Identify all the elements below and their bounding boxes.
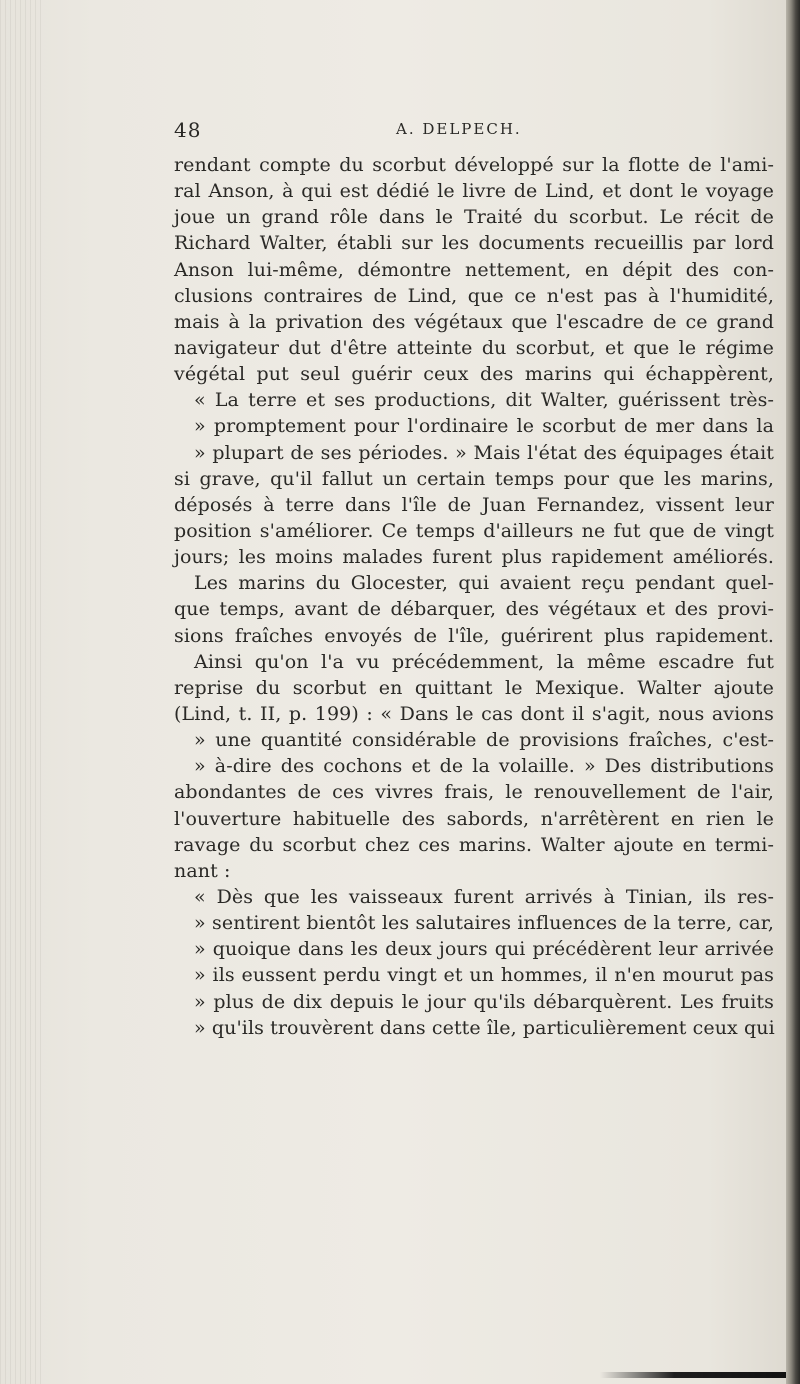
body-text — [174, 152, 774, 1041]
text-line: si grave, qu'il fallut un certain temps pour que les marins, — [174, 467, 774, 490]
text-line: « Dès que les vaisseaux furent arrivés à Tinian, ils res- — [194, 885, 774, 908]
running-head: A. DELPECH. — [396, 120, 522, 138]
text-line: joue un grand rôle dans le Traité du scorbut. Le récit de — [174, 206, 774, 229]
text-line: » promptement pour l'ordinaire le scorbut de mer dans la — [194, 415, 774, 438]
text-line: reprise du scorbut en quittant le Mexique. Walter ajoute — [174, 676, 774, 699]
text-line: » plus de dix depuis le jour qu'ils débarquèrent. Les fruits — [194, 990, 774, 1013]
text-line: Richard Walter, établi sur les documents recueillis par lord — [174, 232, 774, 255]
text-line: position s'améliorer. Ce temps d'ailleurs ne fut que de vingt — [174, 519, 774, 542]
text-line: rendant compte du scorbut développé sur la flotte de l'ami- — [174, 154, 774, 176]
text-line: » à-dire des cochons et de la volaille. » Des distributions — [194, 755, 774, 778]
page-edge-shadow — [600, 1372, 786, 1378]
text-line: ral Anson, à qui est dédié le livre de Lind, et dont le voyage — [174, 180, 774, 203]
text-line: Ainsi qu'on l'a vu précédemment, la même escadre fut — [194, 650, 774, 673]
text-line: » sentirent bientôt les salutaires influences de la terre, car, — [194, 912, 774, 935]
page-number: 48 — [174, 118, 202, 142]
binding-gutter — [0, 0, 42, 1384]
page-header — [174, 118, 774, 148]
text-line: l'ouverture habituelle des sabords, n'arrêtèrent en rien le — [174, 807, 774, 830]
text-line: végétal put seul guérir ceux des marins qui échappèrent, — [174, 363, 774, 386]
text-line: que temps, avant de débarquer, des végétaux et des provi- — [174, 598, 774, 621]
text-line: clusions contraires de Lind, que ce n'est pas à l'humidité, — [174, 284, 774, 307]
text-line: » ils eussent perdu vingt et un hommes, il n'en mourut pas — [194, 964, 774, 987]
text-line: mais à la privation des végétaux que l'escadre de ce grand — [174, 310, 774, 333]
text-line: Anson lui-même, démontre nettement, en dépit des con- — [174, 258, 774, 281]
right-page-edge — [786, 0, 800, 1384]
text-line: ravage du scorbut chez ces marins. Walter ajoute en termi- — [174, 833, 774, 856]
text-line: abondantes de ces vivres frais, le renouvellement de l'air, — [174, 781, 774, 804]
text-line: » plupart de ses périodes. » Mais l'état des équipages était — [194, 441, 774, 464]
text-line: (Lind, t. II, p. 199) : « Dans le cas dont il s'agit, nous avions — [174, 702, 774, 725]
text-line: » qu'ils trouvèrent dans cette île, particulièrement ceux qui — [194, 1016, 775, 1039]
text-line: » quoique dans les deux jours qui précédèrent leur arrivée — [194, 938, 774, 961]
text-line: navigateur dut d'être atteinte du scorbut, et que le régime — [174, 336, 774, 359]
text-line: « La terre et ses productions, dit Walter, guérissent très- — [194, 389, 774, 412]
text-line: jours; les moins malades furent plus rapidement améliorés. — [174, 546, 774, 569]
text-line: nant : — [174, 859, 231, 882]
text-line: » une quantité considérable de provisions fraîches, c'est- — [194, 729, 774, 752]
text-line: Les marins du Glocester, qui avaient reçu pendant quel- — [194, 572, 774, 595]
text-line: sions fraîches envoyés de l'île, guérirent plus rapidement. — [174, 624, 774, 647]
text-line: déposés à terre dans l'île de Juan Fernandez, vissent leur — [174, 493, 774, 516]
